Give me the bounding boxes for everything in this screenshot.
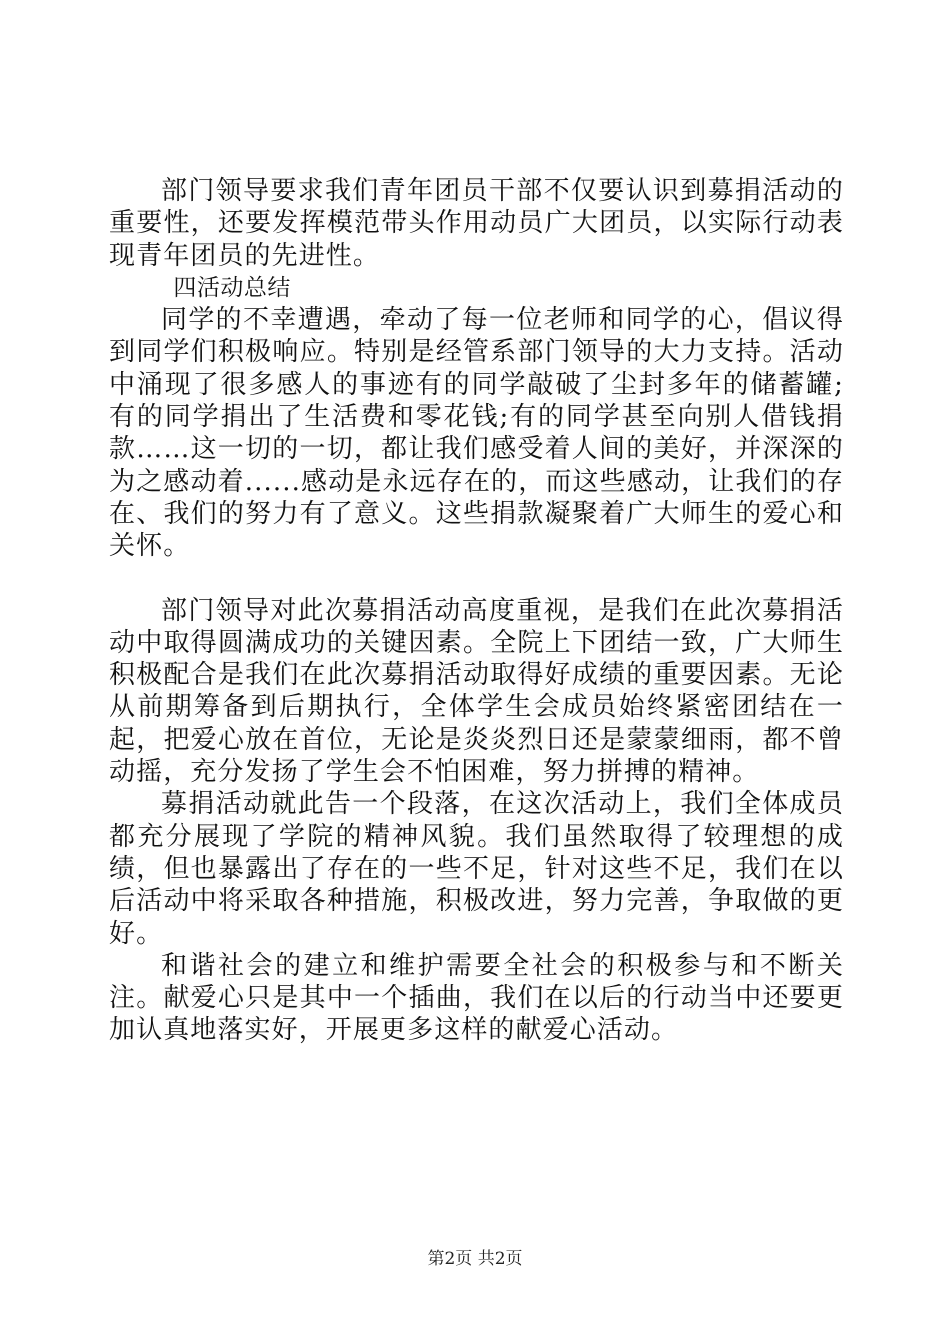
paragraph-activity-summary: 同学的不幸遭遇，牵动了每一位老师和同学的心，倡议得到同学们积极响应。特别是经管系部门领导的大力支持。活动中涌现了很多感人的事迹有的同学敲破了尘封多年的储蓄罐;有的同学捐出了生活费和零花钱;有的同学甚至向别人借钱捐款……这一切的一切，都让我们感受着人间的美好，并深深的为之感动着......感动是永远存在的，而这些感动，让我们的存在、我们的努力有了意义。这些捐款凝聚着广大师生的爱心和关怀。 <box>109 305 844 562</box>
section-heading: 四活动总结 <box>173 274 291 301</box>
paragraph-leadership-requirement: 部门领导要求我们青年团员干部不仅要认识到募捐活动的重要性，还要发挥模范带头作用动员广大团员，以实际行动表现青年团员的先进性。 <box>109 176 844 271</box>
paragraph-harmonious-society: 和谐社会的建立和维护需要全社会的积极参与和不断关注。献爱心只是其中一个插曲，我们在以后的行动当中还要更加认真地落实好，开展更多这样的献爱心活动。 <box>109 950 844 1046</box>
paragraph-leadership-importance: 部门领导对此次募捐活动高度重视，是我们在此次募捐活动中取得圆满成功的关键因素。全院上下团结一致，广大师生积极配合是我们在此次募捐活动取得好成绩的重要因素。无论从前期筹备到后期执行，全体学生会成员始终紧密团结在一起，把爱心放在首位，无论是炎炎烈日还是蒙蒙细雨，都不曾动摇，充分发扬了学生会不怕困难，努力拼搏的精神。 <box>109 595 844 788</box>
document-body <box>109 175 844 1047</box>
page-number-footer: 第2页 共2页 <box>427 1249 523 1269</box>
paragraph-activity-conclusion: 募捐活动就此告一个段落，在这次活动上，我们全体成员都充分展现了学院的精神风貌。我们虽然取得了较理想的成绩，但也暴露出了存在的一些不足，针对这些不足，我们在以后活动中将采取各种措施，积极改进，努力完善，争取做的更好。 <box>109 789 844 949</box>
